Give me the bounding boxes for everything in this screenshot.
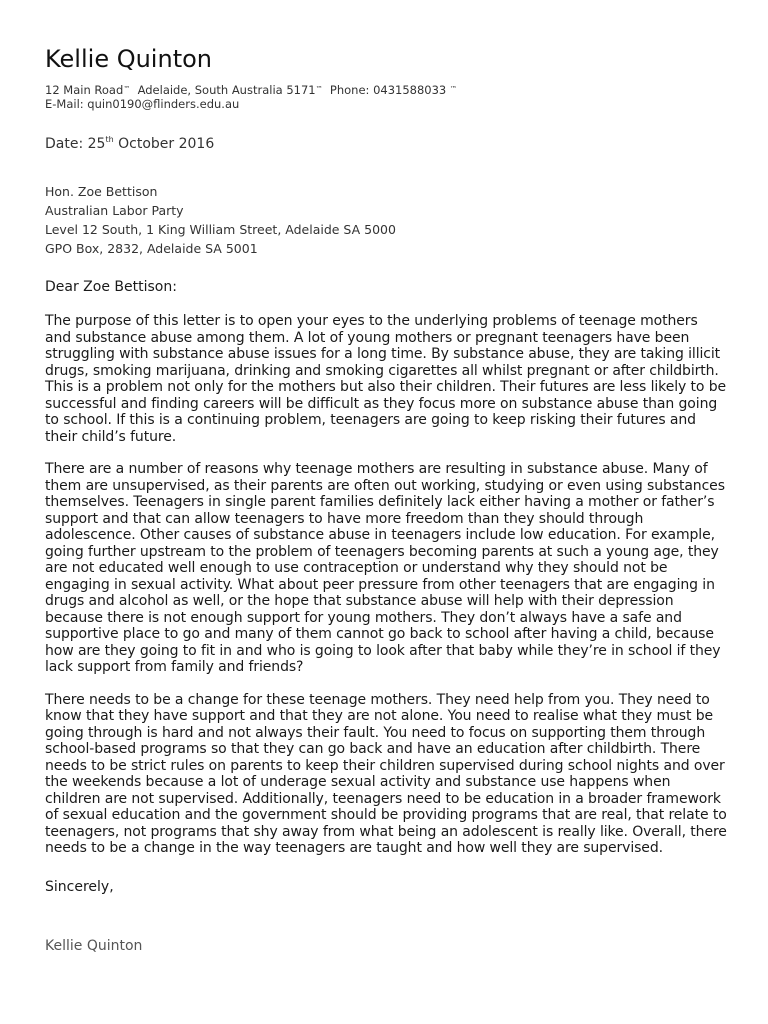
body-paragraph: There needs to be a change for these teenage mothers. They need help from you. They need to know that they have support and that they are not alone. You need to realise what they must be going through is hard and not always their fault. You need to focus on supporting them through school-based programs so that they can go back and have an education after childbirth. There needs to be strict rules on parents to keep their children supervised during school nights and over the weekends because a lot of underage sexual activity and substance use happens when children are not supervised. Additionally, teenagers need to be education in a broader framework of sexual education and the government should be providing programs that are real, that relate to teenagers, not programs that shy away from what being an adolescent is really like. Overall, there needs to be a change in the way teenagers are taught and how well they are supervised. — [45, 691, 727, 856]
sender-address-line — [45, 83, 457, 97]
date-ordinal-suffix: th — [105, 135, 114, 144]
letter-body — [45, 313, 727, 873]
sender-street: 12 Main Road — [45, 83, 124, 97]
body-paragraph: There are a number of reasons why teenage mothers are resulting in substance abuse. Many of them are unsupervised, as their parents are often out working, studying or even using substances themselves. Teenagers in single parent families definitely lack either having a mother or father’s support and that can allow teenagers to have more freedom than they should through adolescence. Other causes of substance abuse in teenagers include low education. For example, going further upstream to the problem of teenagers becoming parents at such a young age, they are not educated well enough to use contraception or understand why they should not be engaging in sexual activity. What about peer pressure from other teenagers that are engaging in drugs and alcohol as well, or the hope that substance abuse will help with their depression because there is not enough support for young mothers. They don’t always have a safe and supportive place to go and many of them cannot go back to school after having a child, because how are they going to fit in and who is going to look after that baby while they’re in school if they lack support from family and friends? — [45, 461, 725, 675]
signature-name: Kellie Quinton — [45, 938, 143, 954]
recipient-address-block — [45, 182, 396, 258]
recipient-line: Australian Labor Party — [45, 203, 184, 218]
recipient-line: GPO Box, 2832, Adelaide SA 5001 — [45, 241, 258, 256]
body-paragraph: The purpose of this letter is to open your eyes to the underlying problems of teenage mothers and substance abuse among them. A lot of young mothers or pregnant teenagers have been struggling with substance abuse issues for a long time. By substance abuse, they are taking illicit drugs, smoking marijuana, drinking and smoking cigarettes all whilst pregnant or after childbirth. This is a problem not only for the mothers but also their children. Their futures are less likely to be successful and finding careers will be difficult as they focus more on substance abuse than going to school. If this is a continuing problem, teenagers are going to keep risking their futures and their child’s future. — [45, 313, 727, 445]
trademark-mark: ™ — [123, 85, 131, 93]
trademark-mark: ™ — [449, 85, 457, 93]
date-rest: October 2016 — [113, 136, 215, 152]
trademark-mark: ™ — [315, 85, 323, 93]
sender-name: Kellie Quinton — [45, 45, 212, 73]
letter-date — [45, 136, 214, 152]
recipient-line: Level 12 South, 1 King William Street, Adelaide SA 5000 — [45, 222, 396, 237]
date-label: Date: 25 — [45, 136, 106, 152]
closing: Sincerely, — [45, 879, 114, 895]
sender-contact — [45, 83, 457, 111]
salutation: Dear Zoe Bettison: — [45, 279, 177, 295]
sender-city: Adelaide, South Australia 5171 — [137, 83, 316, 97]
recipient-line: Hon. Zoe Bettison — [45, 184, 158, 199]
sender-email: E-Mail: quin0190@flinders.edu.au — [45, 97, 240, 111]
sender-phone: Phone: 0431588033 — [329, 83, 447, 97]
